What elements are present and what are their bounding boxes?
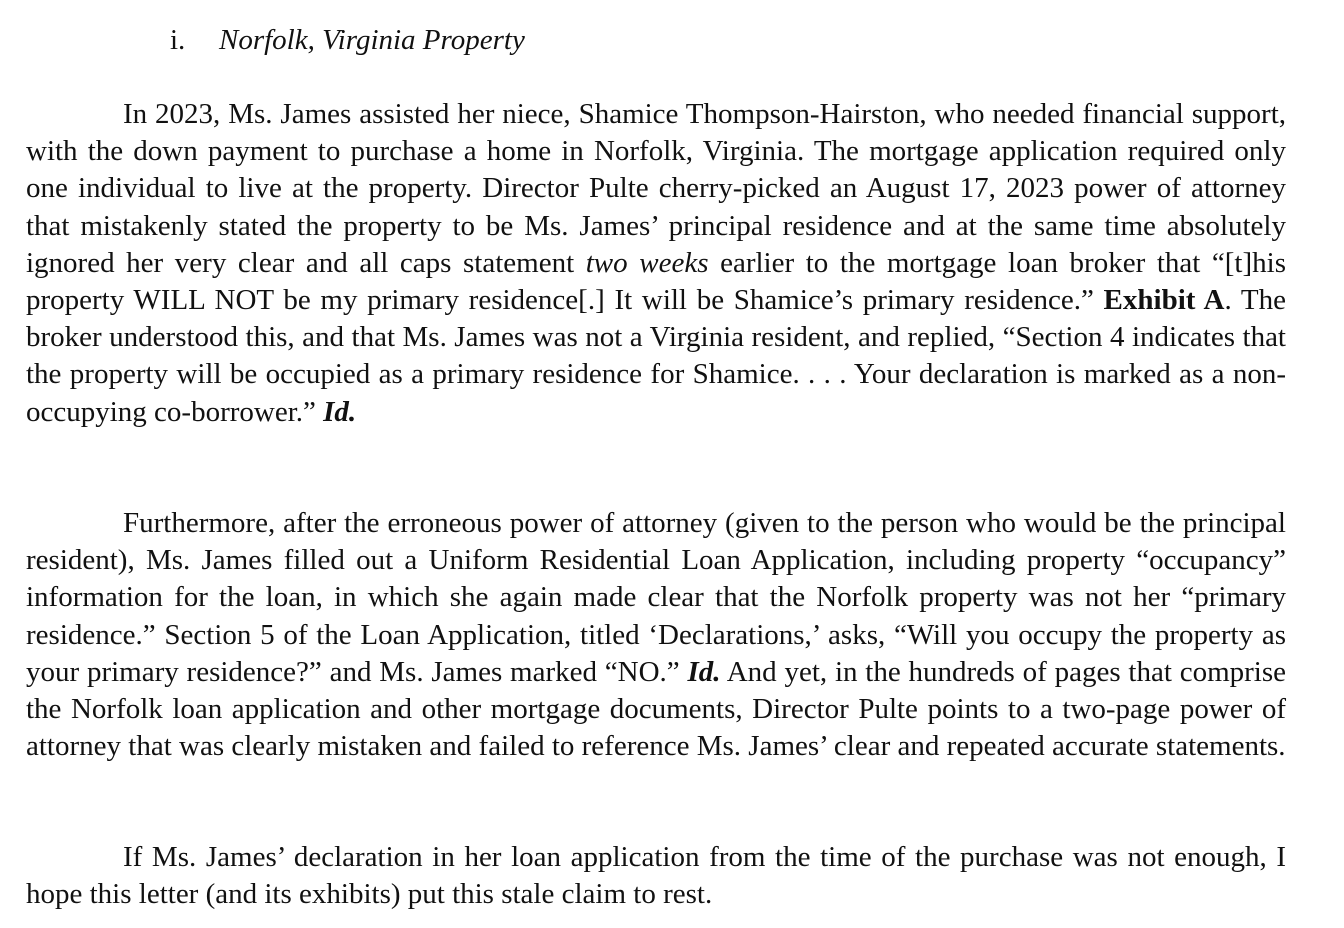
paragraph-norfolk-property xyxy=(26,96,1286,431)
paragraph3-text: If Ms. James’ declaration in her loan application from the time of the purchase was not enough, I hope this letter (and its exhibits) put this stale claim to rest. xyxy=(26,841,1286,911)
section-number: i. xyxy=(170,24,186,56)
paragraph1-text-1: In 2023, Ms. James assisted her niece, Shamice Thompson-Hairston, who needed financial support, with the down payment to purchase a home in Norfolk, Virginia. The mortgage application required only one individual to live at the property. Director Pulte cherry-picked an August 17, 2023 power of attorney that mistakenly stated the property to be Ms. James’ principal residence and at the same time absolutely ignored her very clear and all caps statement xyxy=(26,98,1286,279)
exhibit-reference: Exhibit A xyxy=(1103,284,1225,317)
citation-id: Id. xyxy=(323,395,357,428)
section-heading xyxy=(170,22,525,59)
citation-id: Id. xyxy=(687,655,721,688)
section-title: Norfolk, Virginia Property xyxy=(219,24,525,56)
paragraph-conclusion xyxy=(26,839,1286,913)
paragraph-loan-application xyxy=(26,505,1286,765)
paragraph1-emphasis: two weeks xyxy=(585,246,709,279)
paragraph2-text-1: Furthermore, after the erroneous power of attorney (given to the person who would be the principal resident), Ms. James filled out a Uniform Residential Loan Application, including property “occupancy” information for the loan, in which she again made clear that the Norfolk property was not her “primary residence.” Section 5 of the Loan Application, titled ‘Declarations,’ asks, “Will you occupy the property as your primary residence?” and Ms. James marked “NO.” xyxy=(26,507,1286,688)
paragraph2-text-2: And yet, in the hundreds of pages that comprise the Norfolk loan application and other mortgage documents, Director Pulte points to a two-page power of attorney that was clearly mistaken and failed to reference Ms. James’ clear and repeated accurate statements. xyxy=(26,655,1287,763)
paragraph1-text-3: . The broker understood this, and that Ms. James was not a Virginia resident, and replied, “Section 4 indicates that the property will be occupied as a primary residence for Shamice. . . . Your declaration is marked as a non-occupying co-borrower.” xyxy=(26,284,1287,428)
paragraph1-text-2: earlier to the mortgage loan broker that “[t]his property WILL NOT be my primary residence[.] It will be Shamice’s primary residence.” xyxy=(26,246,1286,317)
